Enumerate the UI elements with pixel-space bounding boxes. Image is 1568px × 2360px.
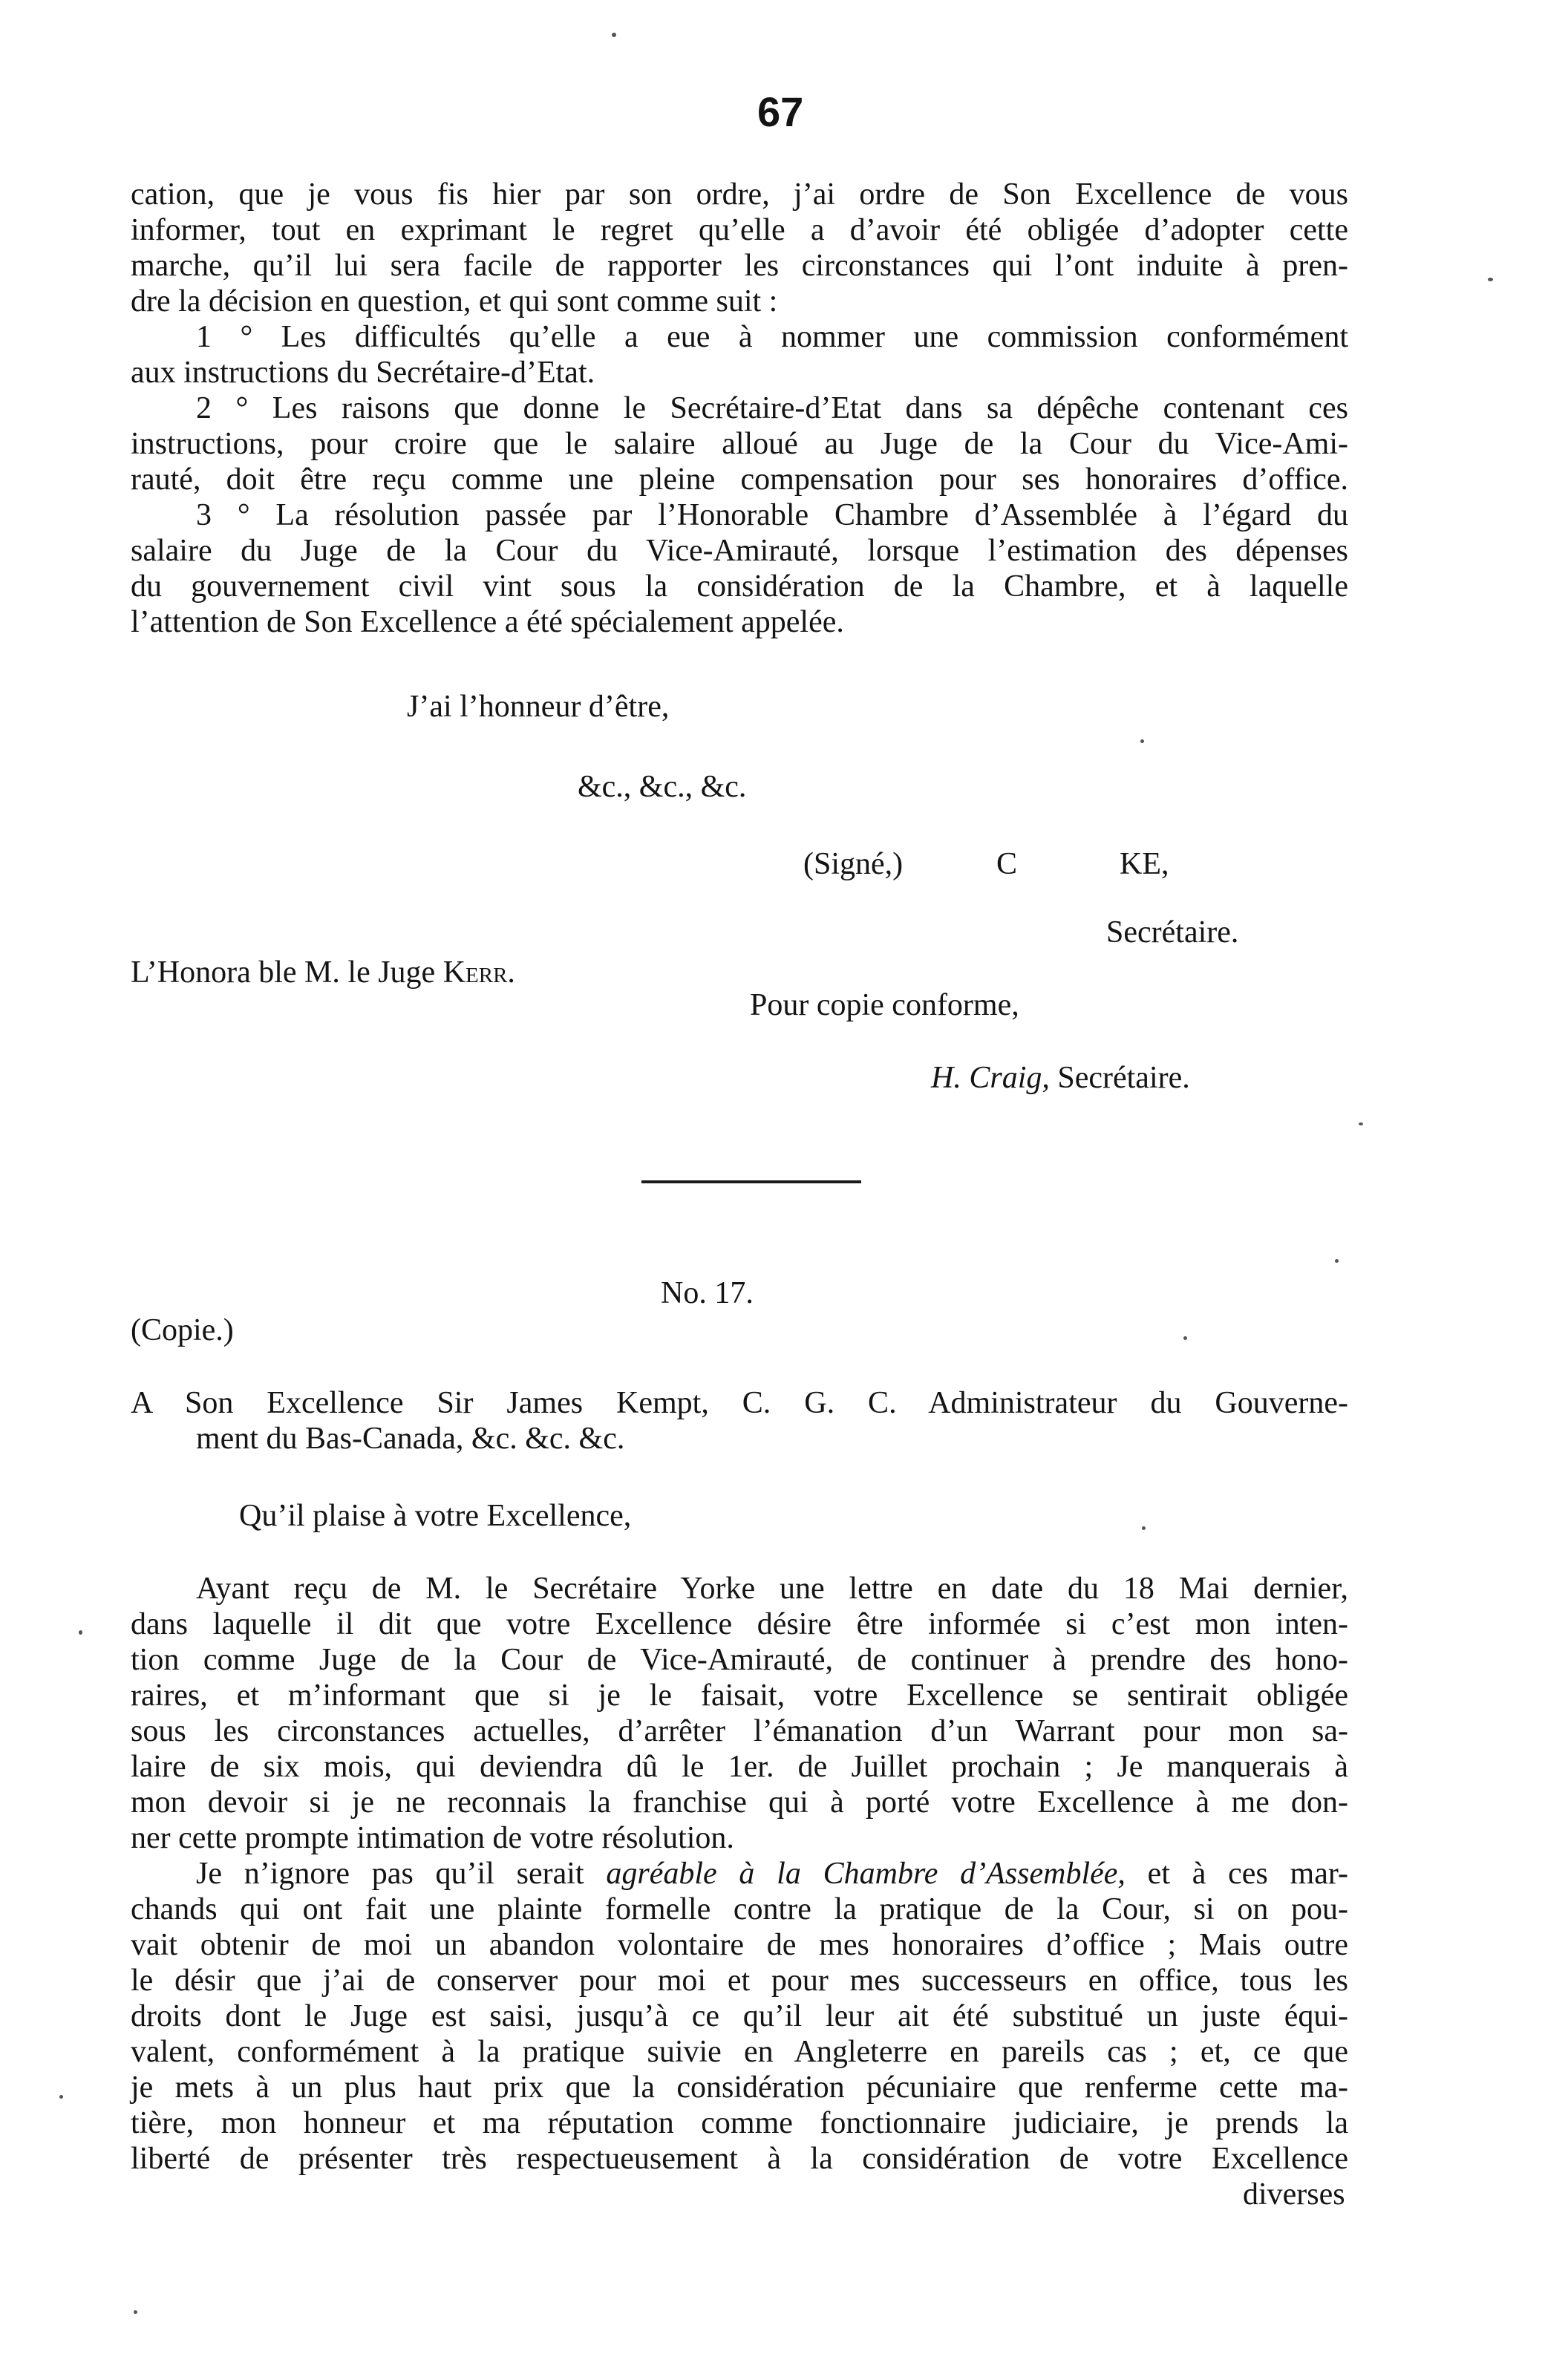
body-line: du gouvernement civil vint sous la considération de la Chambre, et à laquelle xyxy=(131,569,1348,604)
body-line: ner cette prompte intimation de votre résolution. xyxy=(131,1821,734,1855)
addressee-prefix: L’Honora ble M. le Juge xyxy=(131,955,443,990)
body-line: instructions, pour croire que le salaire alloué au Juge de la Cour du Vice-Ami- xyxy=(131,427,1348,461)
body-line: droits dont le Juge est saisi, jusqu’à ce qu’il leur ait été substitué un juste équi- xyxy=(131,1999,1348,2033)
body-line: valent, conformément à la pratique suivie en Angleterre en pareils cas ; et, ce que xyxy=(131,2035,1348,2069)
ink-speck xyxy=(1335,1259,1339,1263)
body-line: je mets à un plus haut prix que la considération pécuniaire que renferme cette ma- xyxy=(131,2070,1348,2105)
body-line: cation, que je vous fis hier par son ordre, j’ai ordre de Son Excellence de vous xyxy=(131,177,1348,212)
italic-run: agréable à la Chambre d’Assemblée, xyxy=(606,1857,1126,1891)
copy-label: (Copie.) xyxy=(131,1313,234,1347)
ink-speck xyxy=(134,2310,137,2314)
address-line: A Son Excellence Sir James Kempt, C. G. C. Administrateur du Gouverne- xyxy=(131,1386,1348,1420)
copy-signer-name: H. Craig, xyxy=(931,1061,1050,1095)
body-line: salaire du Juge de la Cour du Vice-Amirauté, lorsque l’estimation des dépenses xyxy=(131,534,1348,568)
ink-speck xyxy=(79,1630,82,1635)
copy-signer-title: Secrétaire. xyxy=(1057,1061,1190,1095)
body-line: vait obtenir de moi un abandon volontaire de mes honoraires d’office ; Mais outre xyxy=(131,1928,1348,1962)
copy-note: Pour copie conforme, xyxy=(750,988,1019,1022)
body-line: le désir que j’ai de conserver pour moi et pour mes successeurs en office, tous les xyxy=(131,1964,1348,1998)
body-line: tière, mon honneur et ma réputation comme fonctionnaire judiciaire, je prends la xyxy=(131,2106,1348,2140)
addressee-name: Kerr. xyxy=(442,955,515,990)
body-line: dans laquelle il dit que votre Excellence désire être informée si c’est mon inten- xyxy=(131,1607,1348,1641)
body-line xyxy=(196,1856,1348,1892)
signature-mark: C xyxy=(996,847,1018,881)
body-line: Ayant reçu de M. le Secrétaire Yorke une lettre en date du 18 Mai dernier, xyxy=(196,1572,1348,1606)
body-line: chands qui ont fait une plainte formelle contre la pratique de la Cour, si on pou- xyxy=(131,1892,1348,1926)
text-run: et à ces mar- xyxy=(1125,1857,1348,1891)
ink-speck xyxy=(1488,278,1493,281)
closing-formula: J’ai l’honneur d’être, xyxy=(407,690,670,724)
numbered-item-1: 1 ° Les difficultés qu’elle a eue à nommer une commission conformément xyxy=(196,320,1348,354)
etc-line: &c., &c., &c. xyxy=(578,770,747,804)
body-line: aux instructions du Secrétaire-d’Etat. xyxy=(131,356,595,390)
catchword: diverses xyxy=(1243,2177,1345,2212)
signature-name: KE, xyxy=(1120,847,1169,881)
body-line: liberté de présenter très respectueusement à la considération de votre Excellence xyxy=(131,2142,1348,2176)
body-line: sous les circonstances actuelles, d’arrêter l’émanation d’un Warrant pour mon sa- xyxy=(131,1714,1348,1748)
document-number: No. 17. xyxy=(661,1276,754,1310)
ink-speck xyxy=(1359,1122,1363,1125)
copy-signer xyxy=(931,1060,1190,1096)
body-line: rauté, doit être reçu comme une pleine compensation pour ses honoraires d’office. xyxy=(131,462,1348,497)
body-line: informer, tout en exprimant le regret qu’elle a d’avoir été obligée d’adopter cette xyxy=(131,213,1348,247)
ink-speck xyxy=(1140,739,1144,743)
body-line: raires, et m’informant que si je le faisait, votre Excellence se sentirait obligée xyxy=(131,1679,1348,1713)
body-line: mon devoir si je ne reconnais la franchise qui à porté votre Excellence à me don- xyxy=(131,1785,1348,1820)
body-line: dre la décision en question, et qui sont comme suit : xyxy=(131,284,778,318)
signature-title: Secrétaire. xyxy=(1106,915,1239,949)
page-number: 67 xyxy=(757,88,804,135)
ink-speck xyxy=(59,2095,63,2099)
text-run: Je n’ignore pas qu’il serait xyxy=(196,1857,607,1891)
signed-label: (Signé,) xyxy=(803,847,904,881)
numbered-item-3: 3 ° La résolution passée par l’Honorable Chambre d’Assemblée à l’égard du xyxy=(196,498,1348,532)
addressee xyxy=(131,955,515,990)
section-divider xyxy=(641,1180,861,1183)
salutation: Qu’il plaise à votre Excellence, xyxy=(239,1499,632,1533)
body-line: marche, qu’il lui sera facile de rapporter les circonstances qui l’ont induite à pren- xyxy=(131,249,1348,283)
ink-speck xyxy=(1183,1336,1187,1340)
ink-speck xyxy=(612,33,616,37)
address-line: ment du Bas-Canada, &c. &c. &c. xyxy=(196,1422,625,1456)
body-line: laire de six mois, qui deviendra dû le 1er. de Juillet prochain ; Je manquerais à xyxy=(131,1750,1348,1784)
body-line: tion comme Juge de la Cour de Vice-Amirauté, de continuer à prendre des hono- xyxy=(131,1643,1348,1677)
numbered-item-2: 2 ° Les raisons que donne le Secrétaire-d’Etat dans sa dépêche contenant ces xyxy=(196,391,1348,425)
body-line: l’attention de Son Excellence a été spécialement appelée. xyxy=(131,605,844,639)
ink-speck xyxy=(1142,1526,1146,1530)
